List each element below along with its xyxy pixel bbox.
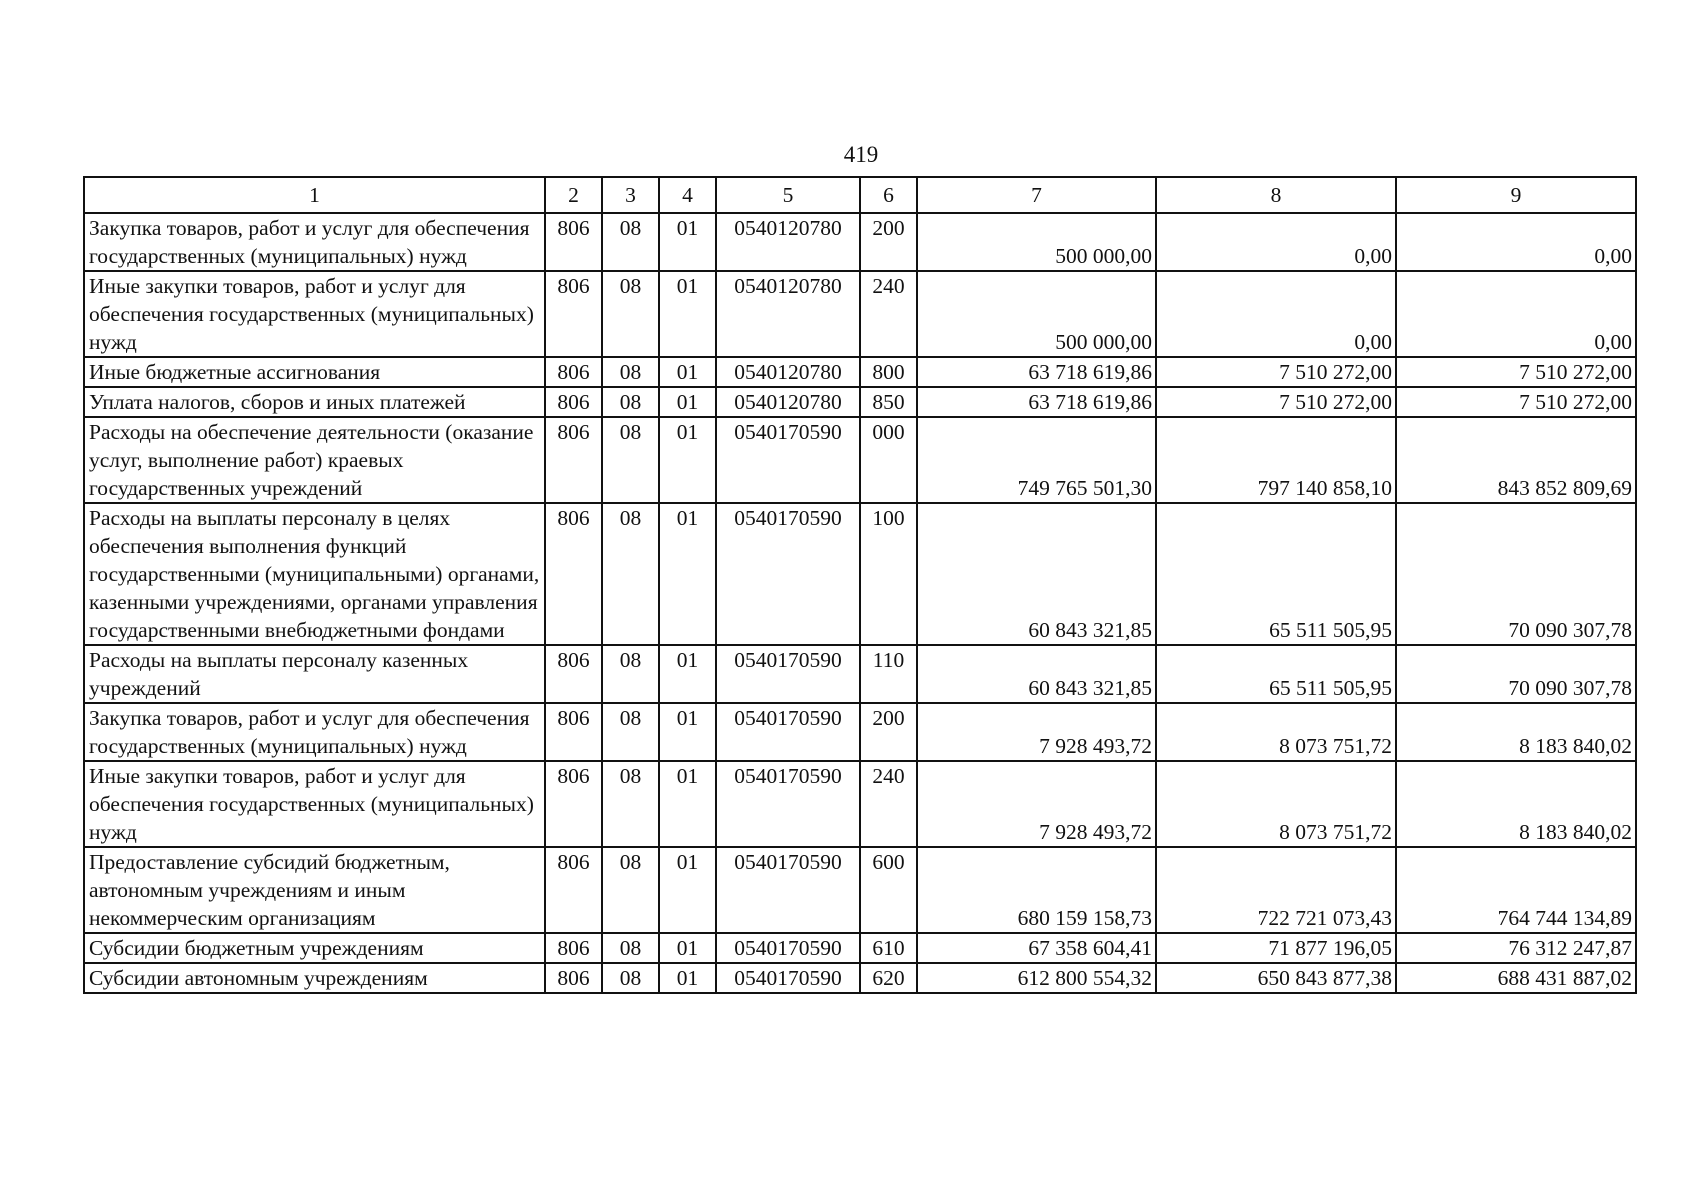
expense-type-code: 800 [860, 357, 917, 387]
amount-col-7: 7 928 493,72 [917, 761, 1156, 847]
header-cell-6: 6 [860, 177, 917, 213]
section-code: 08 [602, 387, 659, 417]
table-row [84, 703, 1636, 761]
header-cell-1: 1 [84, 177, 545, 213]
section-code: 08 [602, 645, 659, 703]
section-code: 08 [602, 761, 659, 847]
section-code: 08 [602, 703, 659, 761]
expense-name: Иные бюджетные ассигнования [84, 357, 545, 387]
expense-name: Расходы на выплаты персоналу в целях обеспечения выполнения функций государственными (муниципальными) органами, казенными учреждениями, органами управления государственными внебюджетными фондами [84, 503, 545, 645]
amount-col-8: 0,00 [1156, 213, 1396, 271]
amount-col-9: 8 183 840,02 [1396, 703, 1636, 761]
target-article-code: 0540170590 [716, 417, 860, 503]
ministry-code: 806 [545, 271, 602, 357]
amount-col-7: 60 843 321,85 [917, 645, 1156, 703]
subsection-code: 01 [659, 503, 716, 645]
table-row [84, 503, 1636, 645]
amount-col-7: 500 000,00 [917, 213, 1156, 271]
expense-type-code: 240 [860, 271, 917, 357]
expense-name: Предоставление субсидий бюджетным, автономным учреждениям и иным некоммерческим организациям [84, 847, 545, 933]
ministry-code: 806 [545, 417, 602, 503]
amount-col-7: 60 843 321,85 [917, 503, 1156, 645]
table-row [84, 933, 1636, 963]
subsection-code: 01 [659, 963, 716, 993]
table-row [84, 417, 1636, 503]
amount-col-8: 7 510 272,00 [1156, 357, 1396, 387]
subsection-code: 01 [659, 213, 716, 271]
section-code: 08 [602, 357, 659, 387]
ministry-code: 806 [545, 761, 602, 847]
section-code: 08 [602, 933, 659, 963]
expense-type-code: 200 [860, 703, 917, 761]
header-cell-2: 2 [545, 177, 602, 213]
header-cell-7: 7 [917, 177, 1156, 213]
ministry-code: 806 [545, 703, 602, 761]
amount-col-8: 650 843 877,38 [1156, 963, 1396, 993]
amount-col-8: 7 510 272,00 [1156, 387, 1396, 417]
ministry-code: 806 [545, 387, 602, 417]
table-row [84, 645, 1636, 703]
target-article-code: 0540170590 [716, 703, 860, 761]
expense-name: Субсидии автономным учреждениям [84, 963, 545, 993]
expense-name: Расходы на выплаты персоналу казенных учреждений [84, 645, 545, 703]
ministry-code: 806 [545, 933, 602, 963]
ministry-code: 806 [545, 357, 602, 387]
ministry-code: 806 [545, 847, 602, 933]
target-article-code: 0540170590 [716, 847, 860, 933]
amount-col-8: 8 073 751,72 [1156, 761, 1396, 847]
header-row [84, 177, 1636, 213]
table-row [84, 963, 1636, 993]
table-row [84, 357, 1636, 387]
amount-col-9: 843 852 809,69 [1396, 417, 1636, 503]
table-row [84, 387, 1636, 417]
page-number: 419 [843, 142, 879, 167]
section-code: 08 [602, 503, 659, 645]
amount-col-7: 67 358 604,41 [917, 933, 1156, 963]
budget-table [83, 176, 1637, 994]
table-row [84, 761, 1636, 847]
amount-col-8: 797 140 858,10 [1156, 417, 1396, 503]
amount-col-9: 76 312 247,87 [1396, 933, 1636, 963]
expense-type-code: 110 [860, 645, 917, 703]
expense-name: Закупка товаров, работ и услуг для обеспечения государственных (муниципальных) нужд [84, 213, 545, 271]
expense-name: Закупка товаров, работ и услуг для обеспечения государственных (муниципальных) нужд [84, 703, 545, 761]
expense-type-code: 610 [860, 933, 917, 963]
amount-col-9: 7 510 272,00 [1396, 357, 1636, 387]
amount-col-7: 63 718 619,86 [917, 387, 1156, 417]
expense-name: Уплата налогов, сборов и иных платежей [84, 387, 545, 417]
section-code: 08 [602, 213, 659, 271]
amount-col-7: 7 928 493,72 [917, 703, 1156, 761]
target-article-code: 0540170590 [716, 761, 860, 847]
expense-type-code: 240 [860, 761, 917, 847]
subsection-code: 01 [659, 387, 716, 417]
expense-type-code: 000 [860, 417, 917, 503]
expense-name: Расходы на обеспечение деятельности (оказание услуг, выполнение работ) краевых государственных учреждений [84, 417, 545, 503]
amount-col-7: 500 000,00 [917, 271, 1156, 357]
target-article-code: 0540170590 [716, 933, 860, 963]
subsection-code: 01 [659, 847, 716, 933]
ministry-code: 806 [545, 645, 602, 703]
table-row [84, 213, 1636, 271]
amount-col-9: 0,00 [1396, 271, 1636, 357]
expense-type-code: 100 [860, 503, 917, 645]
subsection-code: 01 [659, 761, 716, 847]
amount-col-9: 7 510 272,00 [1396, 387, 1636, 417]
section-code: 08 [602, 847, 659, 933]
section-code: 08 [602, 271, 659, 357]
subsection-code: 01 [659, 417, 716, 503]
amount-col-9: 70 090 307,78 [1396, 503, 1636, 645]
ministry-code: 806 [545, 213, 602, 271]
amount-col-7: 612 800 554,32 [917, 963, 1156, 993]
subsection-code: 01 [659, 933, 716, 963]
amount-col-8: 8 073 751,72 [1156, 703, 1396, 761]
section-code: 08 [602, 417, 659, 503]
target-article-code: 0540120780 [716, 387, 860, 417]
amount-col-8: 0,00 [1156, 271, 1396, 357]
expense-type-code: 600 [860, 847, 917, 933]
subsection-code: 01 [659, 357, 716, 387]
table-row [84, 847, 1636, 933]
amount-col-7: 680 159 158,73 [917, 847, 1156, 933]
amount-col-7: 749 765 501,30 [917, 417, 1156, 503]
target-article-code: 0540170590 [716, 503, 860, 645]
amount-col-9: 0,00 [1396, 213, 1636, 271]
amount-col-8: 71 877 196,05 [1156, 933, 1396, 963]
header-cell-8: 8 [1156, 177, 1396, 213]
ministry-code: 806 [545, 503, 602, 645]
header-cell-5: 5 [716, 177, 860, 213]
expense-name: Иные закупки товаров, работ и услуг для обеспечения государственных (муниципальных) нужд [84, 761, 545, 847]
header-cell-9: 9 [1396, 177, 1636, 213]
amount-col-7: 63 718 619,86 [917, 357, 1156, 387]
target-article-code: 0540120780 [716, 213, 860, 271]
table-row [84, 271, 1636, 357]
target-article-code: 0540170590 [716, 963, 860, 993]
amount-col-9: 688 431 887,02 [1396, 963, 1636, 993]
amount-col-9: 8 183 840,02 [1396, 761, 1636, 847]
expense-type-code: 850 [860, 387, 917, 417]
expense-name: Иные закупки товаров, работ и услуг для обеспечения государственных (муниципальных) нужд [84, 271, 545, 357]
section-code: 08 [602, 963, 659, 993]
ministry-code: 806 [545, 963, 602, 993]
subsection-code: 01 [659, 703, 716, 761]
subsection-code: 01 [659, 645, 716, 703]
amount-col-8: 722 721 073,43 [1156, 847, 1396, 933]
expense-name: Субсидии бюджетным учреждениям [84, 933, 545, 963]
amount-col-8: 65 511 505,95 [1156, 503, 1396, 645]
target-article-code: 0540120780 [716, 357, 860, 387]
subsection-code: 01 [659, 271, 716, 357]
target-article-code: 0540120780 [716, 271, 860, 357]
header-cell-3: 3 [602, 177, 659, 213]
expense-type-code: 620 [860, 963, 917, 993]
expense-type-code: 200 [860, 213, 917, 271]
target-article-code: 0540170590 [716, 645, 860, 703]
amount-col-9: 70 090 307,78 [1396, 645, 1636, 703]
header-cell-4: 4 [659, 177, 716, 213]
amount-col-8: 65 511 505,95 [1156, 645, 1396, 703]
amount-col-9: 764 744 134,89 [1396, 847, 1636, 933]
